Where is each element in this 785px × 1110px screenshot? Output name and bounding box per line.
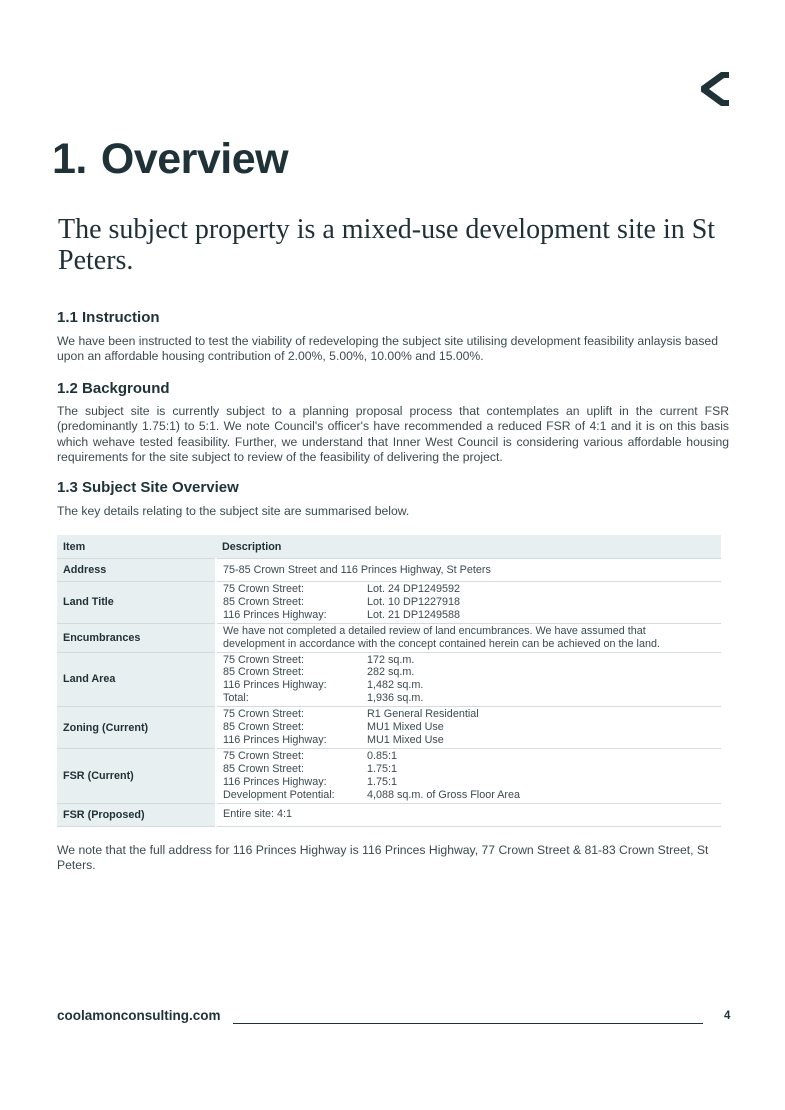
kv-key: Development Potential: xyxy=(223,788,335,801)
kv-line xyxy=(223,666,721,679)
row-label: FSR (Proposed) xyxy=(57,803,216,826)
kv-key: 75 Crown Street: xyxy=(223,749,305,762)
kv-value: Lot. 24 DP1249592 xyxy=(367,583,461,595)
header-item: Item xyxy=(57,535,216,559)
kv-value: R1 General Residential xyxy=(367,708,479,721)
kv-value: 1.75:1 xyxy=(367,775,398,788)
kv-line xyxy=(223,734,721,747)
footer-divider xyxy=(233,1023,703,1024)
table-row xyxy=(57,559,721,582)
kv-key: 116 Princes Highway: xyxy=(223,733,327,746)
kv-line xyxy=(223,776,721,789)
header-description: Description xyxy=(216,535,721,559)
row-description: We have not completed a detailed review of land encumbrances. We have assumed that development in accordance with the concept contained herein can be achieved on the land. xyxy=(216,623,721,652)
kv-value: MU1 Mixed Use xyxy=(367,721,444,734)
kv-line xyxy=(223,679,721,692)
table-row xyxy=(57,707,721,749)
row-description xyxy=(216,707,721,749)
kv-line xyxy=(223,750,721,763)
kv-line xyxy=(223,708,721,721)
kv-line xyxy=(223,583,721,596)
heading-title: Overview xyxy=(100,135,289,183)
row-label: Land Area xyxy=(57,652,216,707)
kv-line xyxy=(223,654,721,667)
section-instruction-body: We have been instructed to test the viability of redeveloping the subject site utilising development feasibility anlaysis based upon an affordable housing contribution of 2.00%, 5.00%, 10.00% and 15.00%. xyxy=(57,334,718,364)
kv-value: 1,936 sq.m. xyxy=(367,692,424,705)
page-number: 4 xyxy=(724,1010,731,1022)
row-label: Zoning (Current) xyxy=(57,707,216,749)
section-background-body: The subject site is currently subject to a planning proposal process that contemplates an uplift in the current FSR (predominantly 1.75:1) to 5:1. We note Council's officer's have recommended a reduced FSR of 4:1 and it is on this basis which wehave tested feasibility. Further, we understand that Inner West Council is considering various affordable housing requirements for the site subject to review of the feasibility of delivering the project. xyxy=(57,404,729,464)
kv-value: MU1 Mixed Use xyxy=(367,733,444,746)
c-bracket-logo-icon xyxy=(701,72,729,106)
row-label: Land Title xyxy=(57,582,216,624)
row-description xyxy=(216,748,721,803)
kv-key: 85 Crown Street: xyxy=(223,666,305,679)
kv-value: 1,482 sq.m. xyxy=(367,679,424,692)
kv-key: 116 Princes Highway: xyxy=(223,775,327,788)
table-row xyxy=(57,623,721,652)
row-label: Address xyxy=(57,559,216,582)
section-background-title: 1.2 Background xyxy=(57,380,170,397)
kv-line xyxy=(223,789,721,802)
kv-value: 1.75:1 xyxy=(367,762,398,775)
kv-value: Lot. 21 DP1249588 xyxy=(367,608,461,621)
row-label: FSR (Current) xyxy=(57,748,216,803)
kv-value: 0.85:1 xyxy=(367,749,398,762)
row-description: 75-85 Crown Street and 116 Princes Highway, St Peters xyxy=(216,559,721,582)
kv-key: 85 Crown Street: xyxy=(223,595,305,608)
row-description xyxy=(216,582,721,624)
kv-key: Total: xyxy=(223,692,249,705)
kv-value: 282 sq.m. xyxy=(367,666,415,679)
section-site-overview-body: The key details relating to the subject site are summarised below. xyxy=(57,504,410,518)
lead-statement: The subject property is a mixed-use development site in St Peters. xyxy=(58,214,716,276)
kv-key: 85 Crown Street: xyxy=(223,721,305,734)
kv-line xyxy=(223,609,721,622)
kv-key: 75 Crown Street: xyxy=(223,653,305,666)
kv-value: Lot. 10 DP1227918 xyxy=(367,595,461,608)
table-row xyxy=(57,652,721,707)
row-description: Entire site: 4:1 xyxy=(216,803,721,826)
address-note: We note that the full address for 116 Princes Highway is 116 Princes Highway, 77 Crown Street & 81-83 Crown Street, St Peters. xyxy=(57,843,709,873)
kv-key: 116 Princes Highway: xyxy=(223,608,327,621)
row-label: Encumbrances xyxy=(57,623,216,652)
kv-value: 172 sq.m. xyxy=(367,653,415,666)
kv-line xyxy=(223,763,721,776)
kv-key: 75 Crown Street: xyxy=(223,583,305,595)
table-header-row xyxy=(57,535,721,559)
site-details-table xyxy=(57,535,721,827)
row-description xyxy=(216,652,721,707)
footer-website-link[interactable]: coolamonconsulting.com xyxy=(57,1008,221,1023)
table-row xyxy=(57,748,721,803)
kv-value: 4,088 sq.m. of Gross Floor Area xyxy=(367,788,521,801)
kv-key: 116 Princes Highway: xyxy=(223,679,327,692)
table-row xyxy=(57,803,721,826)
table-row xyxy=(57,582,721,624)
page-heading xyxy=(52,134,288,184)
kv-line xyxy=(223,721,721,734)
section-site-overview-title: 1.3 Subject Site Overview xyxy=(57,479,239,496)
section-instruction-title: 1.1 Instruction xyxy=(57,309,160,326)
kv-key: 75 Crown Street: xyxy=(223,708,305,721)
kv-line xyxy=(223,596,721,609)
kv-key: 85 Crown Street: xyxy=(223,762,305,775)
kv-line xyxy=(223,692,721,705)
heading-number: 1. xyxy=(52,135,87,183)
